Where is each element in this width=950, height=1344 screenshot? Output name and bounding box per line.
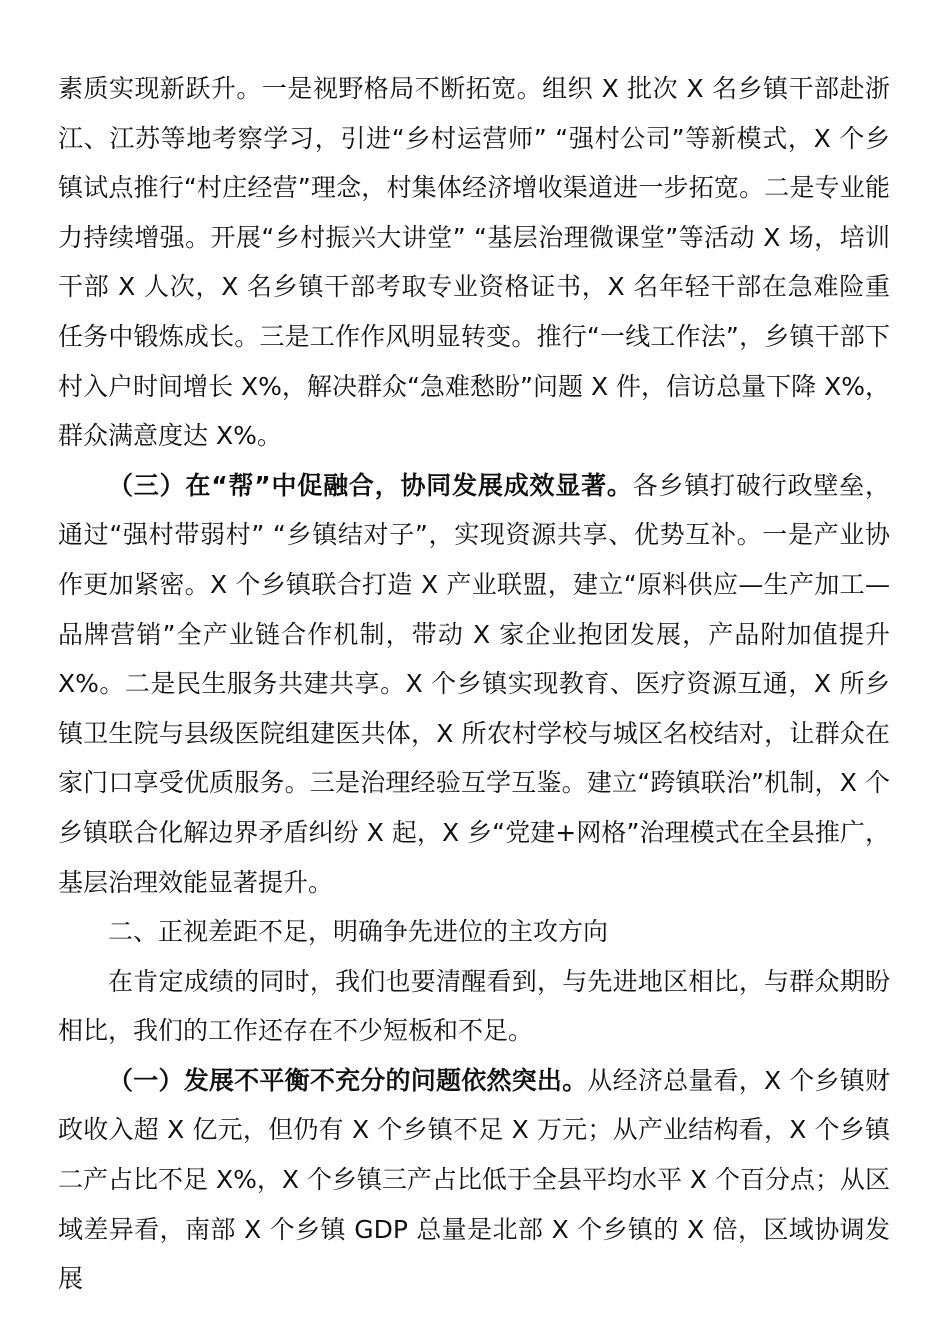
chapter-heading-2 <box>58 907 890 957</box>
paragraph-4 <box>58 957 890 1056</box>
section-heading-1: （一）发展不平衡不充分的问题依然突出。 <box>108 1065 588 1095</box>
document-page <box>58 64 890 1304</box>
paragraph-4-text: 在肯定成绩的同时，我们也要清醒看到，与先进地区相比，与群众期盼相比，我们的工作还存在不少短板和不足。 <box>58 966 890 1046</box>
paragraph-5 <box>58 1056 890 1304</box>
paragraph-5-text: 从经济总量看，X 个乡镇财政收入超 X 亿元，但仍有 X 个乡镇不足 X 万元；从产业结构看，X 个乡镇二产占比不足 X%，X 个乡镇三产占比低于全县平均水平 X 个百分点；从区域差异看，南部 X 个乡镇 GDP 总量是北部 X 个乡镇的 X 倍，区域协调发展 <box>58 1065 890 1294</box>
paragraph-2 <box>58 461 890 907</box>
chapter-heading-2-text: 二、正视差距不足，明确争先进位的主攻方向 <box>108 917 609 947</box>
paragraph-1-text: 素质实现新跃升。一是视野格局不断拓宽。组织 X 批次 X 名乡镇干部赴浙江、江苏等地考察学习，引进“乡村运营师” “强村公司”等新模式，X 个乡镇试点推行“村庄经营”理念，村集体经济增收渠道进一步拓宽。二是专业能力持续增强。开展“乡村振兴大讲堂” “基层治理微课堂”等活动 X 场，培训干部 X 人次，X 名乡镇干部考取专业资格证书，X 名年轻干部在急难险重任务中锻炼成长。三是工作作风明显转变。推行“一线工作法”，乡镇干部下村入户时间增长 X%，解决群众“急难愁盼”问题 X 件，信访总量下降 X%，群众满意度达 X%。 <box>58 74 890 451</box>
section-heading-3: （三）在“帮”中促融合，协同发展成效显著。 <box>108 470 633 500</box>
paragraph-2-text: 各乡镇打破行政壁垒，通过“强村带弱村” “乡镇结对子”，实现资源共享、优势互补。一是产业协作更加紧密。X 个乡镇联合打造 X 产业联盟，建立“原料供应—生产加工—品牌营销”全产业链合作机制，带动 X 家企业抱团发展，产品附加值提升 X%。二是民生服务共建共享。X 个乡镇实现教育、医疗资源互通，X 所乡镇卫生院与县级医院组建医共体，X 所农村学校与城区名校结对，让群众在家门口享受优质服务。三是治理经验互学互鉴。建立“跨镇联治”机制，X 个乡镇联合化解边界矛盾纠纷 X 起，X 乡“党建+网格”治理模式在全县推广，基层治理效能显著提升。 <box>58 470 890 897</box>
paragraph-1 <box>58 64 890 461</box>
